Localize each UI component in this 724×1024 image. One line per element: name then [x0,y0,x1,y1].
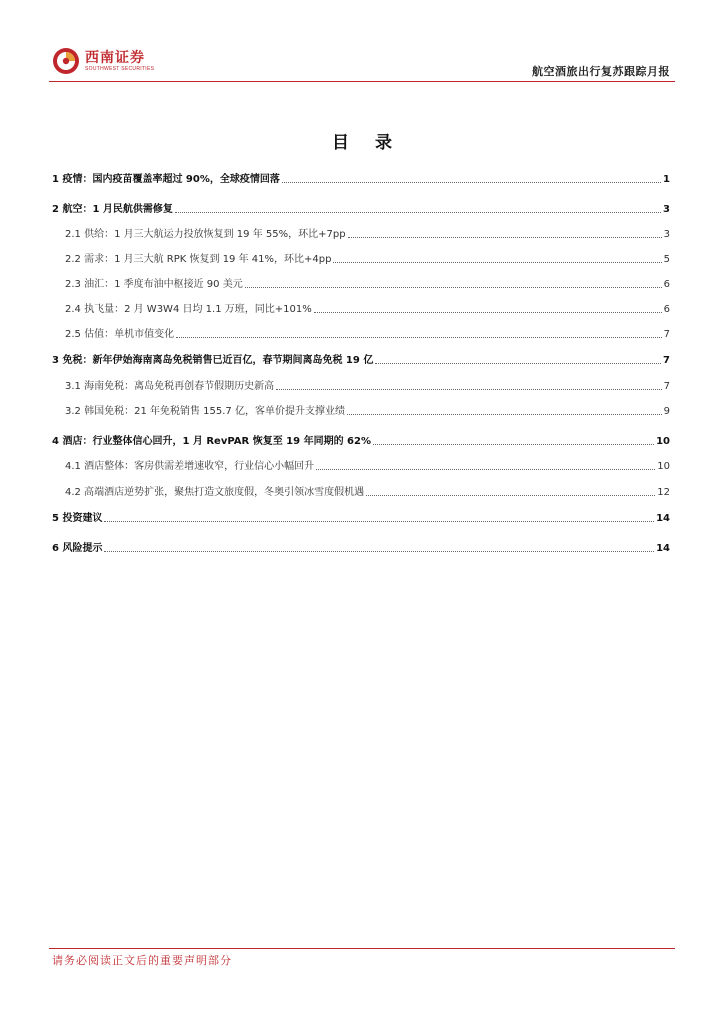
toc-page-number: 14 [656,543,670,554]
toc-entry[interactable] [52,171,670,187]
toc-entry[interactable] [65,403,670,419]
toc-leader-dots [366,495,655,496]
toc-leader-dots [104,521,654,522]
toc-entry[interactable] [52,510,670,526]
toc-leader-dots [282,182,661,183]
toc-entry-text: 2.4 执飞量：2 月 W3W4 日均 1.1 万班，同比+101% [65,304,312,315]
toc-leader-dots [375,363,661,364]
toc-leader-dots [175,212,661,213]
logo-emblem-icon [52,47,80,75]
toc-entry-text: 2 航空：1 月民航供需修复 [52,204,173,215]
header-divider [49,81,675,82]
report-title: 航空酒旅出行复苏跟踪月报 [532,65,670,78]
toc-entry[interactable] [65,301,670,317]
toc-leader-dots [348,237,662,238]
toc-leader-dots [347,414,662,415]
toc-page-number: 6 [663,279,670,290]
toc-title: 目 录 [332,133,402,153]
toc-leader-dots [245,287,662,288]
toc-page-number: 10 [656,436,670,447]
toc-page-number: 12 [657,487,670,498]
toc-leader-dots [316,469,655,470]
toc-entry-text: 2.2 需求：1 月三大航 RPK 恢复到 19 年 41%，环比+4pp [65,254,332,265]
toc-entry[interactable] [65,458,670,474]
toc-page-number: 9 [663,406,670,417]
toc-leader-dots [333,262,661,263]
toc-leader-dots [276,389,662,390]
toc-entry-text: 3.1 海南免税：离岛免税再创春节假期历史新高 [65,381,275,392]
toc-entry[interactable] [52,433,670,449]
toc-leader-dots [373,444,654,445]
toc-entry[interactable] [65,484,670,500]
toc-page-number: 1 [663,174,670,185]
toc-page-number: 5 [663,254,670,265]
toc-leader-dots [176,337,662,338]
toc-entry-text: 3 免税：新年伊始海南离岛免税销售已近百亿，春节期间离岛免税 19 亿 [52,355,374,366]
toc-entry-text: 1 疫情：国内疫苗覆盖率超过 90%，全球疫情回落 [52,174,280,185]
toc-page-number: 10 [657,461,670,472]
toc-entry[interactable] [65,251,670,267]
toc-entry[interactable] [52,540,670,556]
toc-entry-text: 4 酒店：行业整体信心回升，1 月 RevPAR 恢复至 19 年同期的 62% [52,436,371,447]
toc-entry[interactable] [65,276,670,292]
toc-page-number: 6 [663,304,670,315]
toc-entry-text: 2.1 供给：1 月三大航运力投放恢复到 19 年 55%，环比+7pp [65,229,346,240]
toc-page-number: 14 [656,513,670,524]
toc-page-number: 3 [663,229,670,240]
toc-leader-dots [104,551,654,552]
toc-entry-text: 6 风险提示 [52,543,103,554]
footer-disclaimer: 请务必阅读正文后的重要声明部分 [52,954,232,967]
toc-page-number: 7 [663,329,670,340]
toc-page-number: 7 [663,381,670,392]
logo-name-cn: 西南证券 [85,49,145,66]
toc-entry-text: 2.3 油汇：1 季度布油中枢接近 90 美元 [65,279,243,290]
logo-name-en: SOUTHWEST SECURITIES [85,65,155,72]
toc-entry-text: 4.2 高端酒店逆势扩张，聚焦打造文旅度假，冬奥引领冰雪度假机遇 [65,487,365,498]
toc-entry[interactable] [65,326,670,342]
toc-entry[interactable] [65,226,670,242]
toc-entry[interactable] [65,378,670,394]
toc-entry[interactable] [52,352,670,368]
company-logo [52,44,154,78]
toc-entry[interactable] [52,201,670,217]
toc-entry-text: 3.2 韩国免税：21 年免税销售 155.7 亿，客单价提升支撑业绩 [65,406,345,417]
toc-entry-text: 5 投资建议 [52,513,103,524]
toc-page-number: 3 [663,204,670,215]
footer-divider [49,948,675,949]
toc-entry-text: 2.5 估值：单机市值变化 [65,329,175,340]
toc-page-number: 7 [663,355,670,366]
toc-entry-text: 4.1 酒店整体：客房供需差增速收窄，行业信心小幅回升 [65,461,315,472]
toc-leader-dots [314,312,662,313]
